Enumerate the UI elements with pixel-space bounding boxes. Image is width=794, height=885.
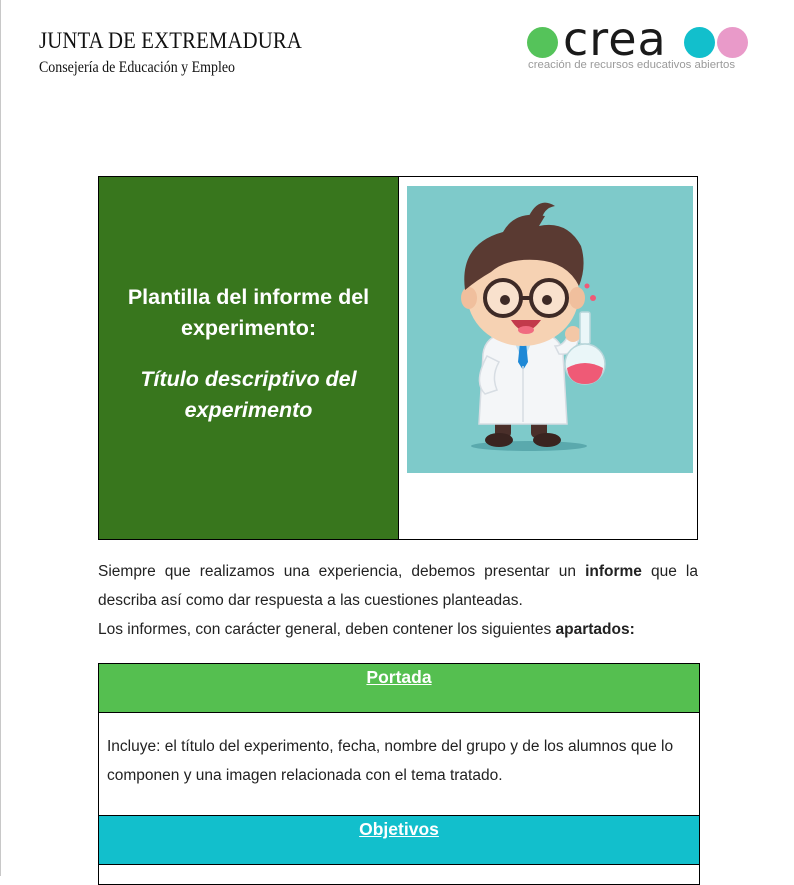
cover-table (98, 176, 698, 540)
section-objetivos-title: Objetivos (359, 819, 439, 839)
org-name: JUNTA DE EXTREMADURA (39, 28, 302, 53)
organization-header (39, 28, 331, 77)
cover-title: Plantilla del informe del experimento: (127, 284, 370, 340)
intro-text-1: Siempre que realizamos una experiencia, debemos presentar un (98, 563, 586, 580)
intro-paragraph (98, 557, 698, 615)
crea-logo (527, 12, 757, 74)
org-department: Consejería de Educación y Empleo (39, 59, 236, 76)
section-objetivos-body (99, 865, 699, 884)
logo-green-dot-icon (527, 27, 558, 58)
sections-intro-text: Los informes, con carácter general, deben contener los siguientes (98, 621, 556, 638)
section-portada-title: Portada (366, 667, 432, 687)
cover-subtitle: Título descriptivo del experimento (140, 367, 357, 423)
section-objetivos-header (99, 816, 699, 865)
cover-image-cell (399, 177, 697, 539)
section-objetivos (98, 815, 700, 885)
scientist-illustration-icon (407, 186, 693, 473)
logo-wordmark: crea (563, 12, 667, 66)
section-portada-header (99, 664, 699, 713)
sections-intro (98, 615, 698, 644)
intro-bold-informe: informe (585, 563, 642, 580)
sections-intro-bold: apartados: (555, 621, 635, 638)
intro-text-2: que la describa así como dar respuesta a las cuestiones planteadas. (98, 563, 698, 609)
logo-cyan-dot-icon (684, 27, 715, 58)
section-portada (98, 663, 700, 816)
logo-pink-dot-icon (717, 27, 748, 58)
logo-tagline: creación de recursos educativos abiertos (528, 59, 736, 71)
section-portada-body: Incluye: el título del experimento, fecha, nombre del grupo y de los alumnos que lo componen y una imagen relacionada con el tema tratado. (107, 738, 674, 784)
cover-title-cell (99, 177, 399, 539)
